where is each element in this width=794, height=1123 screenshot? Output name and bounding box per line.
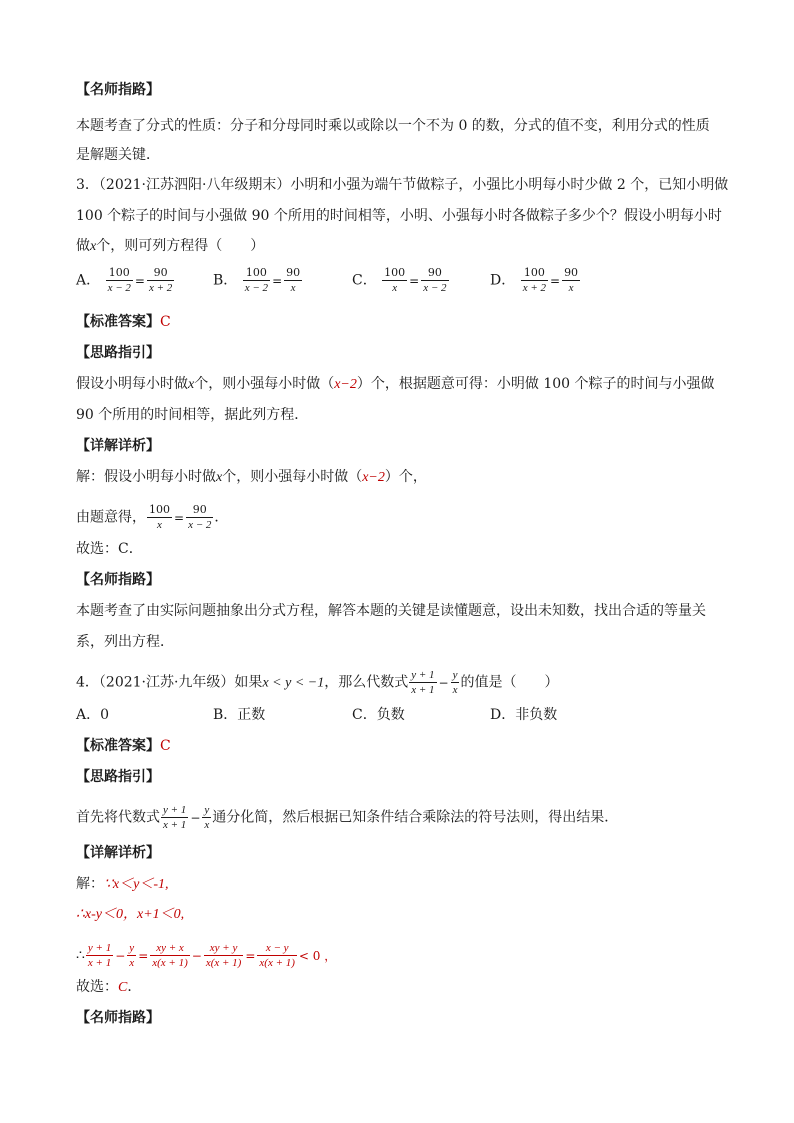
q3-solution-line-1: 解：假设小明每小时做x个，则小强每小时做（x−2）个，: [76, 469, 427, 485]
q3-hint-line-2: 90 个所用的时间相等，据此列方程．: [76, 407, 309, 423]
q4-option-a: A．0: [76, 707, 110, 723]
q3-option-d: D． $\frac{100}{x + 2}$ = $\frac{90}{x}$: [490, 266, 579, 294]
q3-hint-line-1: 假设小明每小时做x个，则小强每小时做（x−2）个，根据题意可得：小明做 100 个粽子的时间与小强做: [76, 376, 715, 392]
q4-stem: 4．（2021·江苏·九年级）如果x < y < −1，那么代数式 $\frac{y + 1}{x + 1}$ − $\frac{y}{x}$ 的值是（ ）: [76, 669, 559, 696]
q4-solution-line-3: ∴ $\frac{y + 1}{x + 1}$ − $\frac{y}{x}$ = $\frac{xy + x}{x(x + 1)}$ − $\frac{xy + y}{x(x + 1)}$ = $\frac{x - y}{x(x + 1)}$ < 0 ，: [76, 942, 337, 969]
q3-teacher-line-1: 本题考查了由实际问题抽象出分式方程，解答本题的关键是读懂题意，设出未知数，找出合适的等量关: [76, 603, 706, 619]
q3-solution-heading: 【详解详析】: [76, 438, 160, 454]
teacher-guide-text-line-2: 是解题关键．: [76, 147, 160, 163]
q4-option-b: B．正数: [213, 707, 266, 723]
q4-solution-heading: 【详解详析】: [76, 845, 160, 861]
q3-stem-line-2: 100 个粽子的时间与小强做 90 个所用的时间相等，小明、小强每小时各做粽子多少个？假设小明每小时: [76, 208, 722, 224]
q3-hint-heading: 【思路指引】: [76, 345, 160, 361]
teacher-guide-text-line-1: 本题考查了分式的性质：分子和分母同时乘以或除以一个不为 0 的数，分式的值不变，利用分式的性质: [76, 118, 710, 134]
q3-solution-equation: 由题意得， $\frac{100}{x}$ = $\frac{90}{x - 2}$ ．: [76, 503, 229, 531]
q4-hint-heading: 【思路指引】: [76, 769, 160, 785]
q4-choose: 故选：C．: [76, 979, 142, 995]
q3-teacher-line-2: 系，列出方程．: [76, 634, 174, 650]
q3-option-b: B． $\frac{100}{x - 2}$ = $\frac{90}{x}$: [213, 266, 301, 294]
q4-option-d: D．非负数: [490, 707, 558, 723]
q3-stem-line-1: 3．（2021·江苏泗阳·八年级期末）小明和小强为端午节做粽子，小强比小明每小时少做 2 个，已知小明做: [76, 177, 729, 193]
q4-solution-line-2: ∴x-y＜0，x+1＜0,: [76, 907, 185, 922]
q4-hint-line: 首先将代数式 $\frac{y + 1}{x + 1}$ − $\frac{y}{x}$ 通分化简，然后根据已知条件结合乘除法的符号法则，得出结果．: [76, 804, 619, 831]
q4-answer: 【标准答案】C: [76, 738, 171, 754]
teacher-guide-heading-2: 【名师指路】: [76, 572, 160, 588]
q4-solution-line-1: 解：∵x＜y＜-1,: [76, 876, 169, 892]
q3-option-c: C． $\frac{100}{x}$ = $\frac{90}{x - 2}$: [352, 266, 447, 294]
q3-stem-line-3: 做x个，则可列方程得（ ）: [76, 238, 265, 254]
teacher-guide-heading-1: 【名师指路】: [76, 82, 160, 98]
q3-answer: 【标准答案】C: [76, 314, 171, 330]
teacher-guide-heading-3: 【名师指路】: [76, 1010, 160, 1026]
q3-option-a: A． $\frac{100}{x - 2}$ = $\frac{90}{x + 2}$: [76, 266, 173, 294]
q3-choose: 故选：C．: [76, 541, 143, 557]
q4-option-c: C．负数: [352, 707, 405, 723]
